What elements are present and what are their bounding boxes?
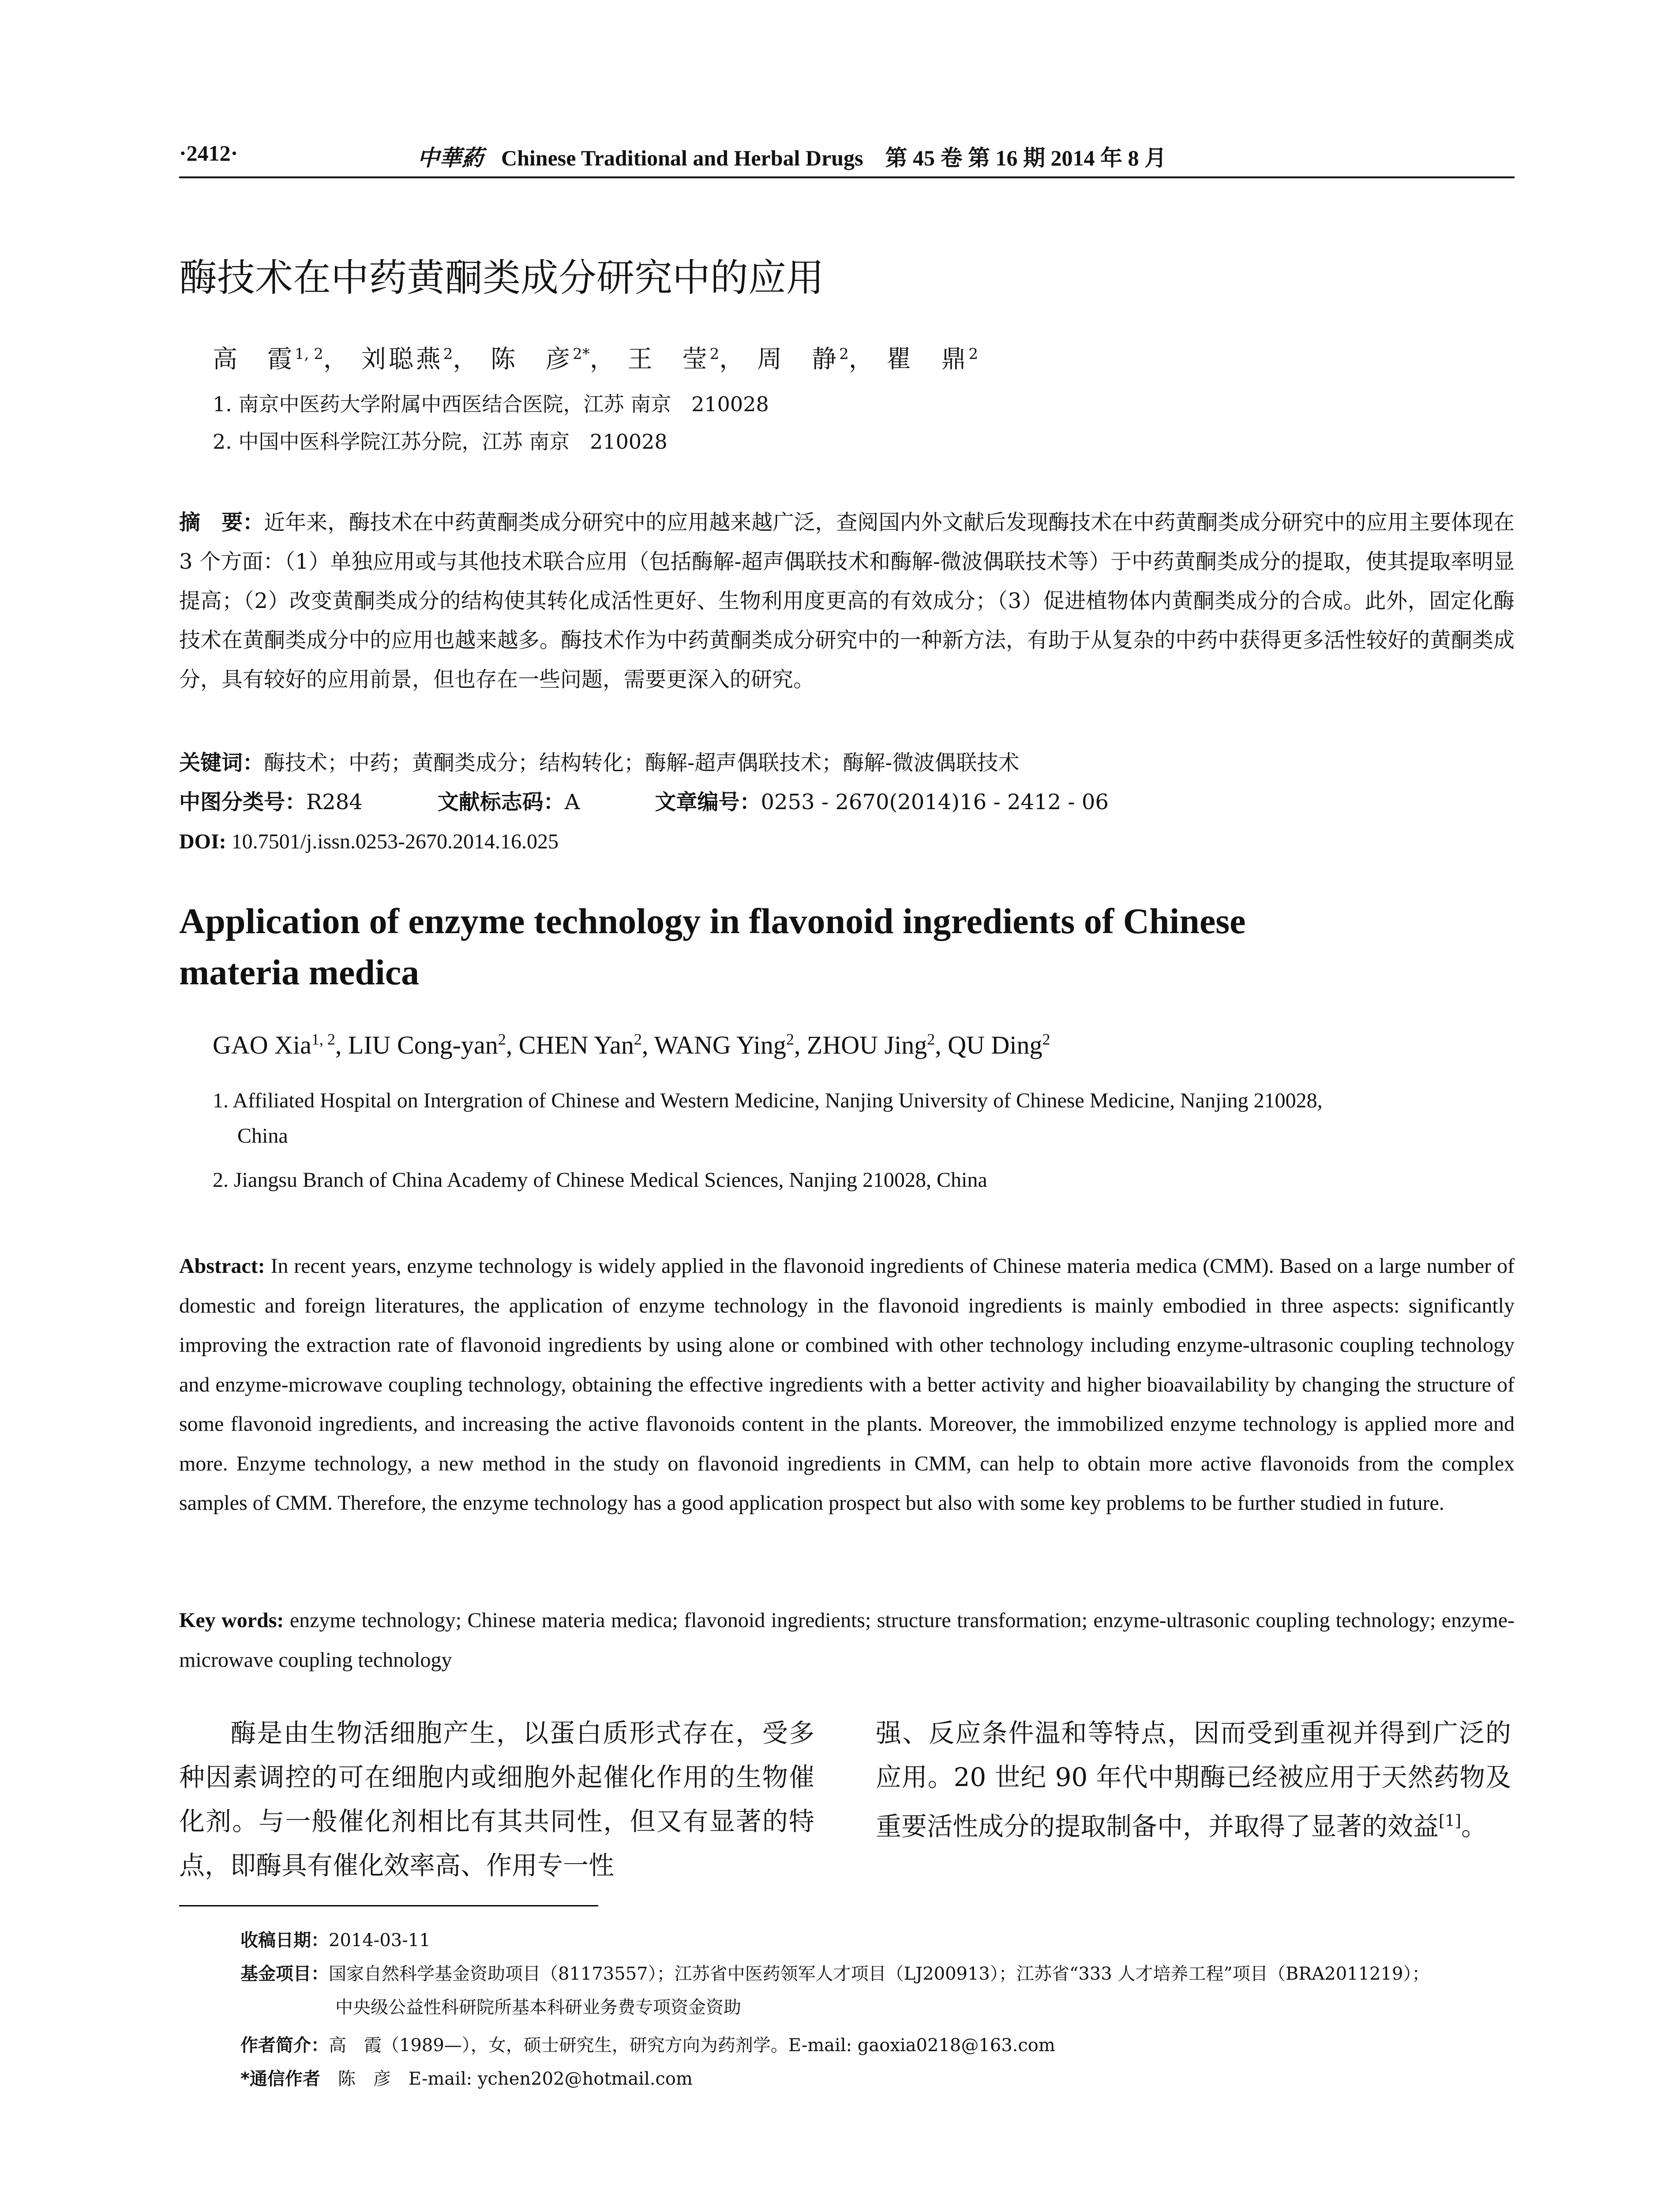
author-en: QU Ding$^2$ <box>948 1031 1050 1060</box>
abstract-zh-label: 摘 要： <box>179 510 264 535</box>
keywords-en-label: Key words: <box>179 1609 284 1632</box>
journal-header <box>417 140 1166 172</box>
title-zh: 酶技术在中药黄酮类成分研究中的应用 <box>179 256 824 300</box>
footnote-received: 收稿日期：2014-03-11 <box>240 1930 431 1951</box>
clc-value: R284 <box>306 790 363 814</box>
author-zh: 刘聪燕$^2$ <box>361 345 453 374</box>
running-header <box>179 140 1501 176</box>
footnote-fund-cont: 中央级公益性科研院所基本科研业务费专项资金资助 <box>335 1997 741 2018</box>
author-zh: 高 霞$^{1, 2}$ <box>213 345 323 374</box>
doi-line <box>179 822 559 861</box>
author-en: CHEN Yan$^2$ <box>518 1031 642 1060</box>
journal-logo: 中華葯 <box>417 145 484 171</box>
body-column-left: 酶是由生物活细胞产生，以蛋白质形式存在，受多种因素调控的可在细胞内或细胞外起催化作用的生物催化剂。与一般催化剂相比有其共同性，但又有显著的特点，即酶具有催化效率高、作用专一性 <box>179 1718 814 1880</box>
authors-en: GAO Xia$^{1, 2}$, LIU Cong-yan$^2$, CHEN Yan$^2$, WANG Ying$^2$, ZHOU Jing$^2$, QU Ding$^2$ <box>213 1031 1050 1060</box>
affiliation-zh-1: 1. 南京中医药大学附属中西医结合医院，江苏 南京 210028 <box>213 392 769 416</box>
abstract-zh-text: 近年来，酶技术在中药黄酮类成分研究中的应用越来越广泛，查阅国内外文献后发现酶技术在中药黄酮类成分研究中的应用主要体现在 3 个方面：（1）单独应用或与其他技术联合应用（包括酶解-超声偶联技术和酶解-微波偶联技术等）于中药黄酮类成分的提取，使其提取率明显提高；（2）改变黄酮类成分的结构使其转化成活性更好、生物利用度更高的有效成分；（3）促进植物体内黄酮类成分的合成。此外，固定化酶技术在黄酮类成分中的应用也越来越多。酶技术作为中药黄酮类成分研究中的一种新方法，有助于从复杂的中药中获得更多活性较好的黄酮类成分，具有较好的应用前景，但也存在一些问题，需要更深入的研究。 <box>179 510 1515 692</box>
author-zh: 陈 彦$^{2*}$ <box>491 345 590 374</box>
footnote-fund: 基金项目：国家自然科学基金资助项目（81173557）；江苏省中医药领军人才项目（LJ200913）；江苏省“333 人才培养工程”项目（BRA2011219）； <box>240 1964 1430 1984</box>
author-zh: 周 静$^2$ <box>757 345 849 374</box>
abstract-en-text: In recent years, enzyme technology is widely applied in the flavonoid ingredients of Chinese materia medica (CMM). Based on a large number of domestic and foreign literatures, the application of enzyme technology in the flavonoid ingredients is mainly embodied in three aspects: significantly improving the extraction rate of flavonoid ingredients by using alone or combined with other technology including enzyme-ultrasonic coupling technology and enzyme-microwave coupling technology, obtaining the effective ingredients with a better activity and higher bioavailability by changing the structure of some flavonoid ingredients, and increasing the active flavonoids content in the plants. Moreover, the immobilized enzyme technology is applied more and more. Enzyme technology, a new method in the study on flavonoid ingredients in CMM, can help to obtain more active flavonoids from the complex samples of CMM. Therefore, the enzyme technology has a good application prospect but also with some key problems to be further studied in future. <box>179 1254 1515 1515</box>
citation-ref[interactable]: [1] <box>1439 1812 1462 1830</box>
author-en: LIU Cong-yan$^2$ <box>348 1031 506 1060</box>
page-number: ·2412· <box>179 141 238 165</box>
author-zh: 王 莹$^2$ <box>627 345 720 374</box>
abstract-zh <box>179 503 1515 699</box>
author-zh: 瞿 鼎$^2$ <box>886 345 979 374</box>
classification-line <box>179 783 1109 822</box>
doi-label: DOI: <box>179 830 226 853</box>
keywords-zh-label: 关键词： <box>179 750 264 775</box>
body-column-right: 强、反应条件温和等特点，因而受到重视并得到广泛的应用。20 世纪 90 年代中期酶已经被应用于天然药物及重要活性成分的提取制备中，并取得了显著的效益[1]。 <box>876 1718 1511 1842</box>
abstract-en-label: Abstract: <box>179 1254 265 1278</box>
affiliation-zh-2: 2. 中国中医科学院江苏分院，江苏 南京 210028 <box>213 430 668 454</box>
keywords-zh-text: 酶技术；中药；黄酮类成分；结构转化；酶解-超声偶联技术；酶解-微波偶联技术 <box>264 750 1020 775</box>
article-number-label: 文章编号： <box>655 790 761 814</box>
author-en: ZHOU Jing$^2$ <box>806 1031 935 1060</box>
title-en: Application of enzyme technology in flavonoid ingredients of Chinese materia medica <box>179 901 1246 992</box>
keywords-en-text: enzyme technology; Chinese materia medica; flavonoid ingredients; structure transformation; enzyme-ultrasonic coupling technology; enzyme-microwave coupling technology <box>179 1609 1515 1672</box>
author-en: WANG Ying$^2$ <box>654 1031 794 1060</box>
journal-info: Chinese Traditional and Herbal Drugs 第 45 卷 第 16 期 2014 年 8 月 <box>501 146 1166 170</box>
footnote-author: 作者简介：高 霞（1989—），女，硕士研究生，研究方向为药剂学。E-mail: gaoxia0218@163.com <box>240 2035 1055 2056</box>
footnote-rule <box>179 1905 598 1906</box>
authors-zh: 高 霞$^{1, 2}$， 刘聪燕$^2$， 陈 彦$^{2*}$， 王 莹$^2$， 周 静$^2$， 瞿 鼎$^2$ <box>213 345 979 374</box>
keywords-zh <box>179 743 1515 783</box>
abstract-en <box>179 1246 1515 1523</box>
doi-value: 10.7501/j.issn.0253-2670.2014.16.025 <box>231 830 559 853</box>
affiliation-en-1: 1. Affiliated Hospital on Intergration of Chinese and Western Medicine, Nanjing University of Chinese Medicine, Nanjing 210028, China <box>213 1089 1323 1148</box>
affiliation-en-2: 2. Jiangsu Branch of China Academy of Chinese Medical Sciences, Nanjing 210028, China <box>213 1168 987 1192</box>
article-number-value: 0253 - 2670(2014)16 - 2412 - 06 <box>761 790 1109 814</box>
clc-label: 中图分类号： <box>179 790 307 814</box>
keywords-en <box>179 1601 1515 1680</box>
footnote-corresponding: *通信作者 陈 彦 E-mail: ychen202@hotmail.com <box>240 2069 693 2089</box>
header-rule <box>179 176 1515 178</box>
author-en: GAO Xia$^{1, 2}$ <box>213 1031 335 1060</box>
doc-code-value: A <box>564 790 580 814</box>
doc-code-label: 文献标志码： <box>437 790 565 814</box>
